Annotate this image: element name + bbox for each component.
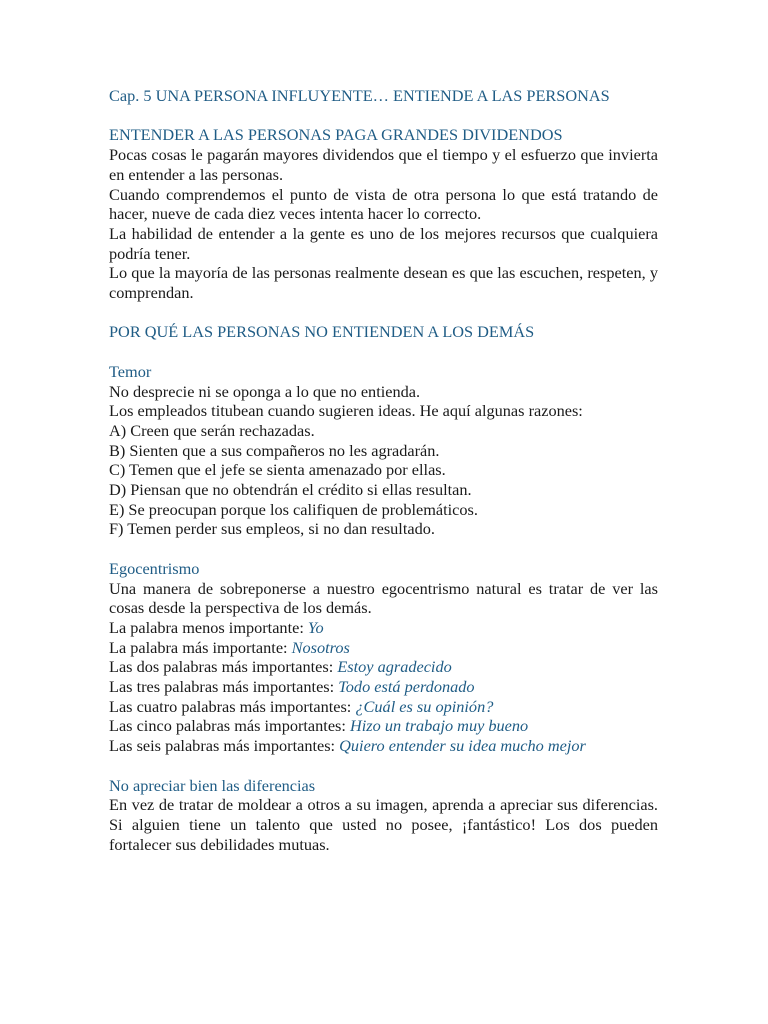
word-line: Las dos palabras más importantes: Estoy agradecido bbox=[109, 657, 452, 677]
paragraph: La habilidad de entender a la gente es uno de los mejores recursos que cualquiera podría tener. bbox=[109, 223, 658, 263]
paragraph: Lo que la mayoría de las personas realmente desean es que las escuchen, respeten, y comprendan. bbox=[109, 263, 658, 303]
subheading-egocentrismo: Egocentrismo bbox=[109, 558, 200, 578]
paragraph: Pocas cosas le pagarán mayores dividendos que el tiempo y el esfuerzo que invierta en entender a las personas. bbox=[109, 145, 658, 184]
chapter-rest: … ENTIENDE A LAS PERSONAS bbox=[372, 86, 610, 105]
section-heading-why: POR QUÉ LAS PERSONAS NO ENTIENDEN A LOS DEMÁS bbox=[109, 322, 535, 342]
word-line: Las seis palabras más importantes: Quiero entender su idea mucho mejor bbox=[109, 736, 586, 756]
word-line: Las cinco palabras más importantes: Hizo un trabajo muy bueno bbox=[109, 716, 529, 736]
list-item: No desprecie ni se oponga a lo que no entienda. bbox=[109, 381, 421, 401]
list-item: F) Temen perder sus empleos, si no dan resultado. bbox=[109, 519, 435, 539]
section-heading-dividends: ENTENDER A LAS PERSONAS PAGA GRANDES DIVIDENDOS bbox=[109, 125, 563, 145]
document-page bbox=[109, 86, 658, 854]
paragraph: En vez de tratar de moldear a otros a su imagen, aprenda a apreciar sus diferencias. Si alguien tiene un talento que usted no posee, ¡fantástico! Los dos pueden fortalecer sus debilidades mutuas. bbox=[109, 795, 658, 854]
subheading-temor: Temor bbox=[109, 361, 152, 381]
list-item: Los empleados titubean cuando sugieren ideas. He aquí algunas razones: bbox=[109, 401, 583, 421]
chapter-emphasis: UNA PERSONA INFLUYENTE bbox=[155, 86, 373, 105]
paragraph: Cuando comprendemos el punto de vista de otra persona lo que está tratando de hacer, nueve de cada diez veces intenta hacer lo correcto. bbox=[109, 184, 658, 224]
word-line: Las cuatro palabras más importantes: ¿Cuál es su opinión? bbox=[109, 696, 494, 716]
list-item: E) Se preocupan porque los califiquen de problemáticos. bbox=[109, 499, 478, 519]
word-line: Las tres palabras más importantes: Todo está perdonado bbox=[109, 677, 475, 697]
chapter-prefix: Cap. 5 bbox=[109, 86, 156, 105]
subheading-diferencias: No apreciar bien las diferencias bbox=[109, 775, 316, 795]
list-item: D) Piensan que no obtendrán el crédito si ellas resultan. bbox=[109, 480, 472, 500]
list-item: A) Creen que serán rechazadas. bbox=[109, 420, 315, 440]
list-item: C) Temen que el jefe se sienta amenazado por ellas. bbox=[109, 460, 446, 480]
list-item: B) Sienten que a sus compañeros no les agradarán. bbox=[109, 440, 440, 460]
word-line: La palabra más importante: Nosotros bbox=[109, 637, 350, 657]
paragraph: Una manera de sobreponerse a nuestro egocentrismo natural es tratar de ver las cosas desde la perspectiva de los demás. bbox=[109, 578, 658, 618]
chapter-title bbox=[109, 86, 658, 106]
word-line: La palabra menos importante: Yo bbox=[109, 617, 324, 637]
